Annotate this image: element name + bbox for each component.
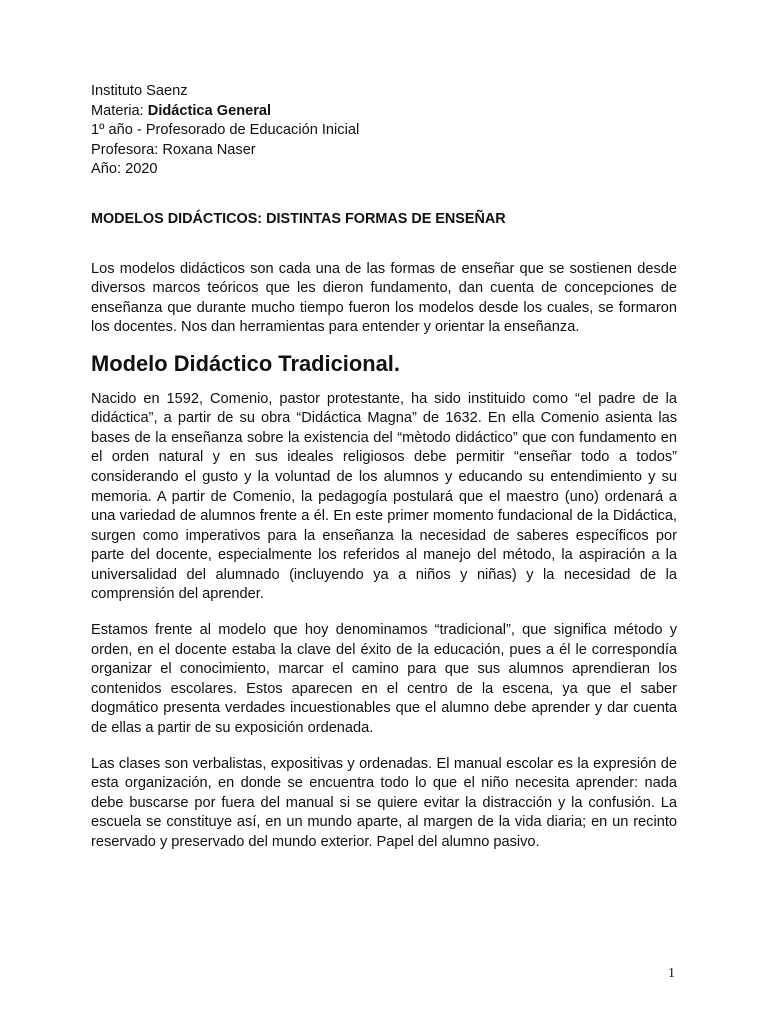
subject-line (91, 102, 677, 122)
section-paragraph: Las clases son verbalistas, expositivas y ordenadas. El manual escolar es la expresión de esta organización, en donde se encuentra todo lo que el niño necesita aprender: nada debe buscarse por fuera del manual si se quiere evitar la distracción y la confusión. La escuela se constituye así, en un mundo aparte, al margen de la vida diaria; en un recinto reservado y preservado del mundo exterior. Papel del alumno pasivo. (91, 755, 677, 850)
subject-label: Materia: (91, 102, 148, 119)
document-header (91, 82, 677, 180)
section-paragraph: Nacido en 1592, Comenio, pastor protestante, ha sido instituido como “el padre de la didáctica”, a partir de su obra “Didáctica Magna” de 1632. En ella Comenio asienta las bases de la enseñanza sobre la existencia del “mètodo didáctico” que con fundamento en el orden natural y en sus ideales religiosos debe permitir “enseñar todo a todos” considerando el gusto y la voluntad de los alumnos y educando su entendimiento y su memoria. A partir de Comenio, la pedagogía postulará que el maestro (uno) ordenará a una variedad de alumnos frente a él. En este primer momento fundacional de la Didáctica, surgen como imperativos para la enseñanza la necesidad de saberes específicos por parte del docente, especialmente los referidos al manejo del método, la aspiración a la universalidad del alumnado (incluyendo ya a niños y niñas) y la necesidad de la comprensión del aprender. (91, 390, 677, 603)
year-line: Año: 2020 (91, 161, 158, 178)
document-title: MODELOS DIDÁCTICOS: DISTINTAS FORMAS DE ENSEÑAR (91, 210, 506, 227)
document-page (91, 82, 677, 853)
subject-value: Didáctica General (147, 102, 272, 119)
section-paragraph: Estamos frente al modelo que hoy denominamos “tradicional”, que significa método y orden, en el docente estaba la clave del éxito de la educación, pues a él le correspondía organizar el conocimiento, marcar el camino para que sus alumnos aprendieran los contenidos escolares. Estos aparecen en el centro de la escena, ya que el saber dogmático presenta verdades incuestionables que el alumno debe aprender y dar cuenta de ellas a partir de su exposición ordenada. (91, 622, 677, 737)
course-line: 1º año - Profesorado de Educación Inicial (91, 122, 360, 139)
intro-paragraph: Los modelos didácticos son cada una de las formas de enseñar que se sostienen desde diversos marcos teóricos que les dieron fundamento, dan cuenta de concepciones de enseñanza que durante mucho tiempo fueron los modelos desde los cuales, se formaron los docentes. Nos dan herramientas para entender y orientar la enseñanza. (91, 260, 677, 336)
teacher-line: Profesora: Roxana Naser (91, 141, 256, 158)
page-number: 1 (668, 966, 675, 981)
section-heading: Modelo Didáctico Tradicional. (91, 350, 400, 376)
institute-name: Instituto Saenz (91, 83, 188, 99)
